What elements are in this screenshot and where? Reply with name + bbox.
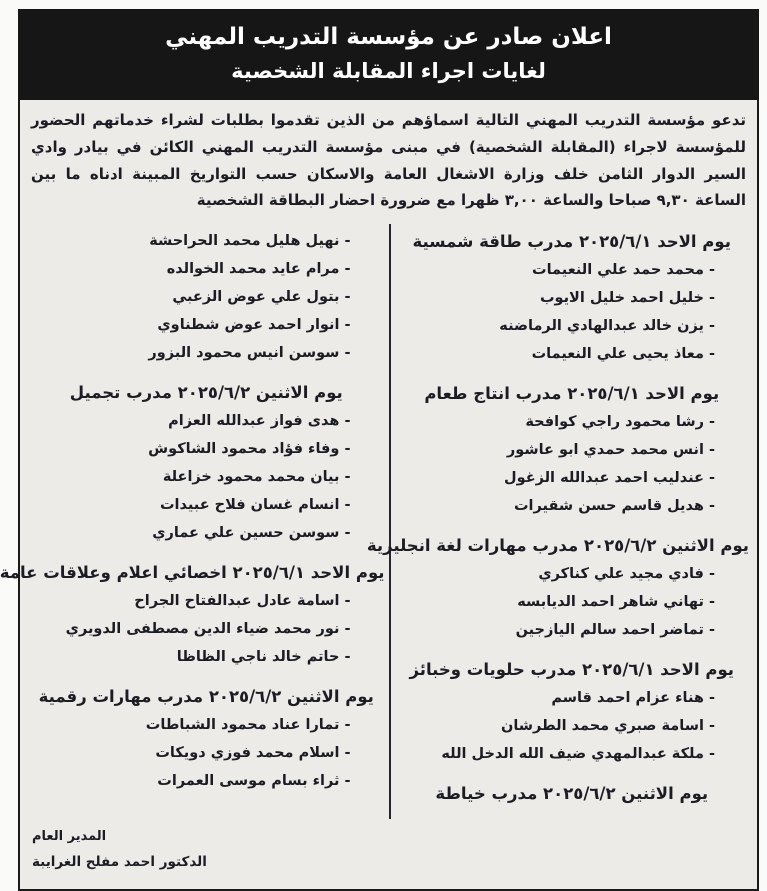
candidate-name: - هدى فواز عبدالله العزام (168, 412, 351, 429)
section-title: يوم الاحد ٢٠٢٥/٦/١ اخصائي اعلام وعلاقات عامة (0, 562, 385, 582)
schedule-section (395, 380, 750, 521)
candidate-name: - نور محمد ضياء الدين مصطفى الدويري (65, 620, 351, 637)
candidate-name: - بتول علي عوض الزعبي (172, 288, 351, 305)
section-title: يوم الاثنين ٢٠٢٥/٦/٢ مدرب مهارات لغة انجليزية (366, 535, 749, 555)
schedule-columns (0, 224, 749, 819)
signature-name: الدكتور احمد مفلح الغرايبة (32, 853, 207, 870)
candidate-name: - هديل قاسم حسن شقيرات (513, 497, 715, 514)
candidate-name: - تمارا عناد محمود الشباطات (145, 716, 351, 733)
candidate-name: - وفاء فؤاد محمود الشاكوش (148, 440, 351, 457)
signature-block (28, 819, 749, 887)
schedule-section (395, 780, 750, 808)
candidate-name: - عندليب احمد عبدالله الزغول (504, 469, 715, 486)
candidate-name: - تهاني شاهر احمد الديابسه (517, 593, 715, 610)
candidate-name: - بيان محمد محمود خزاعلة (162, 468, 351, 485)
section-title: يوم الاثنين ٢٠٢٥/٦/٢ مدرب خياطة (435, 783, 709, 803)
candidate-name: - انسام غسان فلاح عبيدات (159, 496, 351, 513)
signature-role: المدير العام (32, 828, 107, 844)
candidate-name: - رشا محمود راجي كوافحة (525, 413, 715, 430)
candidate-name: - تماضر احمد سالم اليازجين (515, 621, 715, 638)
candidate-name: - سوسن حسين علي عماري (152, 524, 351, 541)
candidate-name: - يزن خالد عبدالهادي الرماضنه (499, 317, 715, 334)
section-title: يوم الاحد ٢٠٢٥/٦/١ مدرب طاقة شمسية (412, 231, 731, 251)
candidate-name: - هناء عزام احمد قاسم (551, 689, 715, 706)
section-title: يوم الاثنين ٢٠٢٥/٦/٢ مدرب مهارات رقمية (38, 686, 374, 706)
candidate-name: - حاتم خالد ناجي الظاظا (176, 648, 351, 665)
candidate-name: - انس محمد حمدي ابو عاشور (506, 441, 715, 458)
left-column (0, 224, 389, 819)
candidate-name: - مرام عايد محمد الخوالده (166, 260, 351, 277)
intro-paragraph: تدعو مؤسسة التدريب المهني التالية اسماؤهم من الذين تقدموا بطلبات لشراء خدماتهم الحضور للمؤسسة لاجراء (المقابلة الشخصية) في مبنى مؤسسة التدريب المهني الكائن في بيادر وادي السير الدوار الثامن خلف وزارة الاشغال العامة والاسكان حسب التواريخ المبينة ادناه ما بين الساعة ٩,٣٠ صباحا والساعة ٣,٠٠ ظهرا مع ضرورة احضار البطاقة الشخصية (31, 111, 746, 210)
candidate-name: - ثراء بسام موسى العمرات (157, 772, 351, 789)
schedule-section (366, 532, 750, 645)
announcement-body (0, 100, 759, 891)
candidate-name: - انوار احمد عوض شطناوي (157, 316, 351, 333)
announcement-title-line2: لغايات اجراء المقابلة الشخصية (231, 58, 546, 83)
right-column (366, 224, 750, 819)
schedule-section (28, 379, 385, 548)
schedule-section (28, 228, 385, 368)
candidate-name: - اسلام محمد فوزي دويكات (155, 744, 351, 761)
candidate-name: - نهيل هليل محمد الحراحشة (149, 232, 351, 249)
candidate-name: - معاذ يحيى علي النعيمات (531, 345, 715, 362)
announcement-title-line1: اعلان صادر عن مؤسسة التدريب المهني (165, 24, 612, 50)
section-title: يوم الاثنين ٢٠٢٥/٦/٢ مدرب تجميل (69, 382, 343, 402)
candidate-name: - ملكة عبدالمهدي ضيف الله الدخل الله (441, 745, 715, 762)
announcement-frame (0, 9, 759, 891)
candidate-name: - فادي مجيد علي كناكري (538, 565, 715, 582)
announcement-header (18, 9, 759, 100)
section-title: يوم الاحد ٢٠٢٥/٦/١ مدرب انتاج طعام (424, 383, 720, 403)
schedule-section (0, 559, 385, 672)
schedule-section (395, 228, 750, 369)
section-title: يوم الاحد ٢٠٢٥/٦/١ مدرب حلويات وخبائز (409, 659, 735, 679)
candidate-name: - سوسن انيس محمود البزور (148, 344, 351, 361)
candidate-name: - اسامة عادل عبدالفتاح الجراح (134, 592, 351, 609)
schedule-section (395, 656, 750, 769)
candidate-name: - محمد حمد علي النعيمات (532, 261, 715, 278)
candidate-name: - خليل احمد خليل الايوب (539, 289, 715, 306)
schedule-section (28, 683, 385, 796)
candidate-name: - اسامة صبري محمد الطرشان (500, 717, 715, 734)
